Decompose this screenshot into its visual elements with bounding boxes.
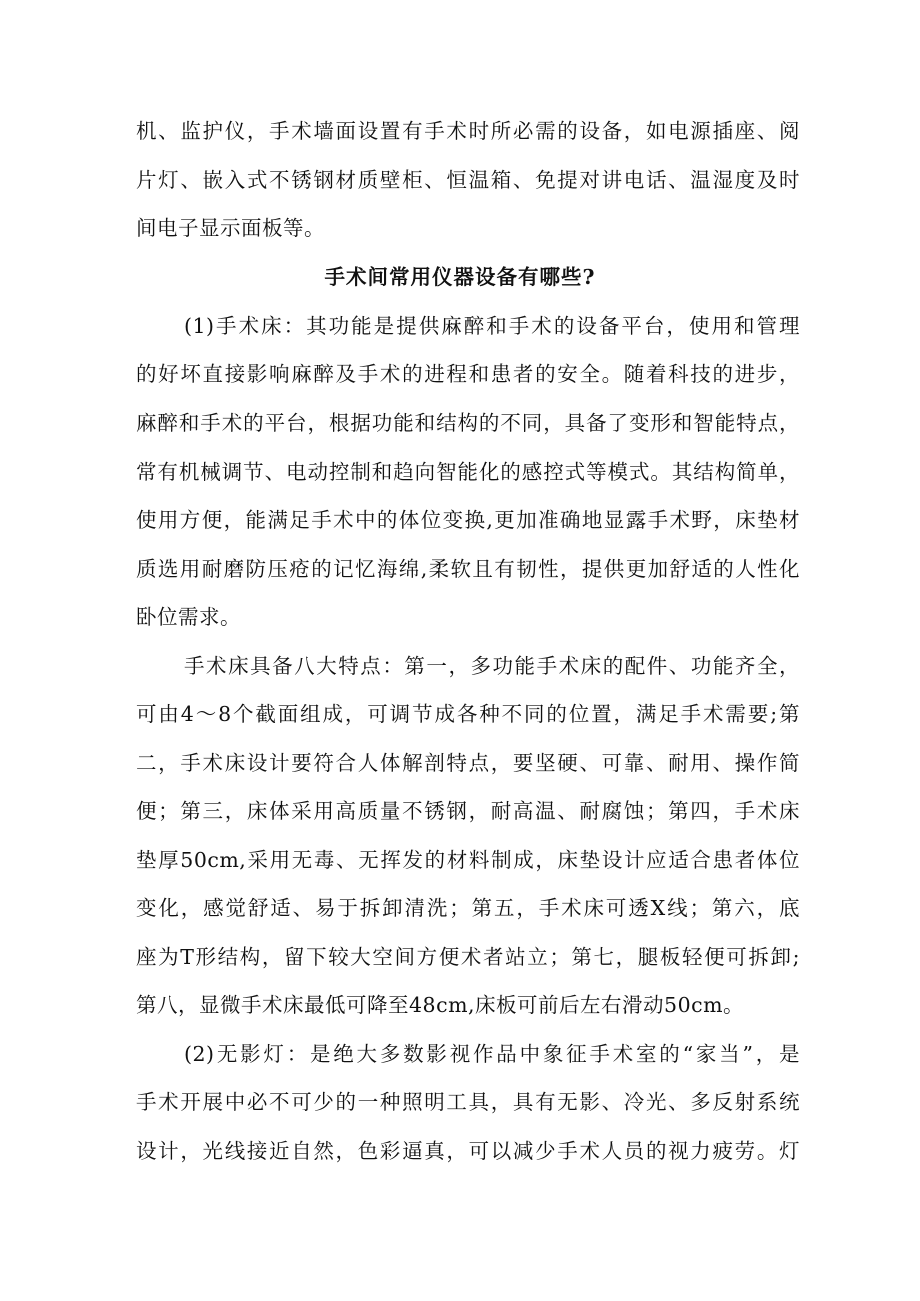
para2-line-7: 座为T形结构，留下较大空间方便术者站立；第七，腿板轻便可拆卸; xyxy=(136,945,800,969)
para1-line-7: 卧位需求。 xyxy=(136,605,241,629)
para1-line-3: 麻醉和手术的平台，根据功能和结构的不同，具备了变形和智能特点， xyxy=(136,411,800,435)
para1-line-5: 使用方便，能满足手术中的体位变换,更加准确地显露手术野，床垫材 xyxy=(136,508,800,532)
para2-line-5: 垫厚50cm,采用无毒、无挥发的材料制成，床垫设计应适合患者体位 xyxy=(136,848,800,872)
para1-line-6: 质选用耐磨防压疮的记忆海绵,柔软且有韧性，提供更加舒适的人性化 xyxy=(136,557,800,581)
para3-line-1: (2)无影灯：是绝大多数影视作品中象征手术室的“家当”，是 xyxy=(184,1042,800,1066)
para2-line-6: 变化，感觉舒适、易于拆卸清洗；第五，手术床可透X线；第六，底 xyxy=(136,896,800,920)
intro-line-3: 间电子显示面板等。 xyxy=(136,216,325,240)
para3-line-2: 手术开展中必不可少的一种照明工具，具有无影、冷光、多反射系统 xyxy=(136,1090,800,1114)
intro-line-2: 片灯、嵌入式不锈钢材质壁柜、恒温箱、免提对讲电话、温湿度及时 xyxy=(136,168,800,192)
intro-line-1: 机、监护仪，手术墙面设置有手术时所必需的设备，如电源插座、阅 xyxy=(136,119,800,143)
section-heading: 手术间常用仪器设备有哪些? xyxy=(324,265,596,289)
para2-line-3: 二，手术床设计要符合人体解剖特点，要坚硬、可靠、耐用、操作简 xyxy=(136,751,800,775)
para2-line-1: 手术床具备八大特点：第一，多功能手术床的配件、功能齐全， xyxy=(184,654,800,678)
para2-line-2: 可由4～8个截面组成，可调节成各种不同的位置，满足手术需要;第 xyxy=(136,702,800,726)
para1-line-1: (1)手术床：其功能是提供麻醉和手术的设备平台，使用和管理 xyxy=(184,314,800,338)
para1-line-2: 的好坏直接影响麻醉及手术的进程和患者的安全。随着科技的进步， xyxy=(136,362,800,386)
para2-line-8: 第八，显微手术床最低可降至48cm,床板可前后左右滑动50cm。 xyxy=(136,993,745,1017)
para2-line-4: 便；第三，床体采用高质量不锈钢，耐高温、耐腐蚀；第四，手术床 xyxy=(136,799,800,823)
para1-line-4: 常有机械调节、电动控制和趋向智能化的感控式等模式。其结构简单， xyxy=(136,460,800,484)
para3-line-3: 设计，光线接近自然，色彩逼真，可以减少手术人员的视力疲劳。灯 xyxy=(136,1139,800,1163)
